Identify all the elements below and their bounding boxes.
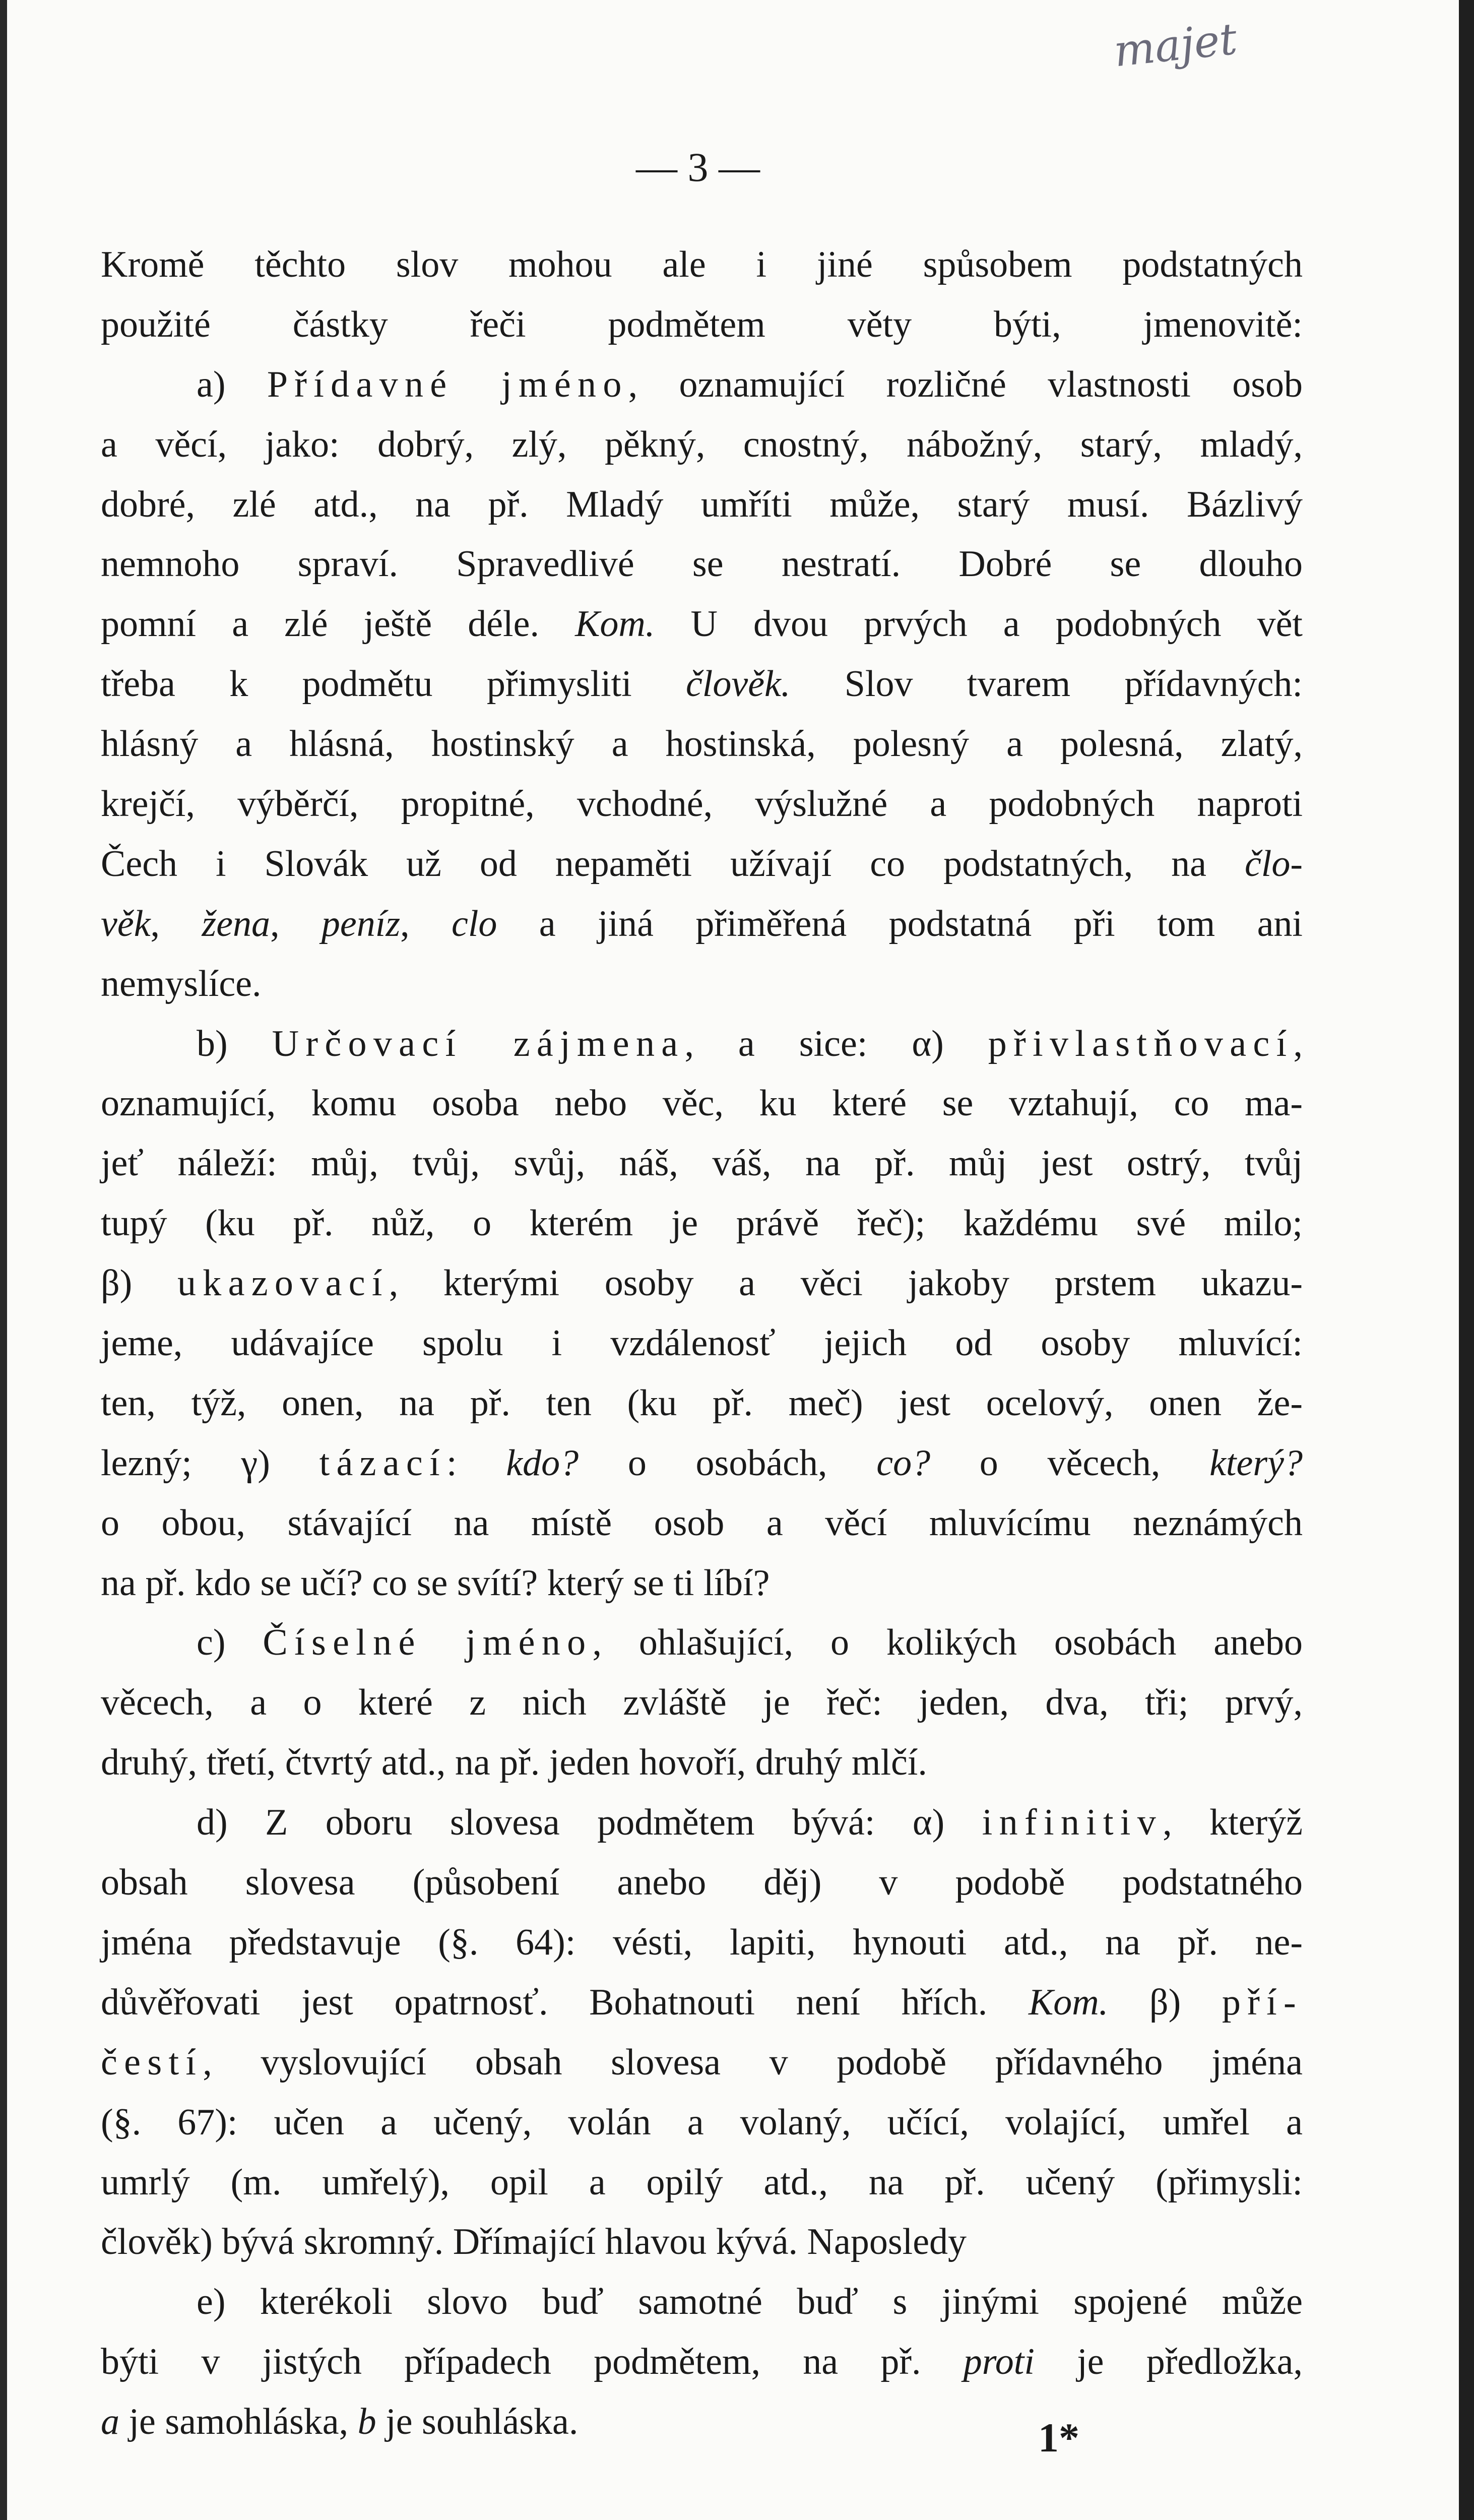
italic-text: věk <box>101 903 151 944</box>
text-run: e) kterékoli slovo buď samotné buď s jinými spojené může <box>197 2281 1303 2323</box>
page-number: — 3 — <box>636 144 760 190</box>
signature-mark: 1* <box>1038 2415 1079 2461</box>
text-run: býti v jistých případech podmětem, na př. <box>101 2341 964 2383</box>
text-line <box>101 2272 1303 2332</box>
text-run: b) <box>197 1023 272 1064</box>
text-line <box>101 235 1303 295</box>
text-run: tupý (ku př. nůž, o kterém je právě řeč); každému své milo; <box>101 1203 1303 1244</box>
text-line <box>101 1733 1303 1793</box>
text-line <box>101 415 1303 475</box>
italic-text: člověk. <box>685 663 791 705</box>
text-line <box>101 1253 1303 1313</box>
text-line <box>101 1973 1303 2033</box>
text-run: pomní a zlé ještě déle. <box>101 603 575 645</box>
text-run: Čech i Slovák už od nepaměti užívají co podstatných, na <box>101 843 1245 885</box>
text-line <box>101 1853 1303 1913</box>
handwritten-margin-note: majet <box>1111 14 1240 77</box>
text-run: β) <box>1108 1981 1222 2023</box>
text-line <box>101 1793 1303 1853</box>
spaced-term: ukazovací <box>177 1263 389 1304</box>
text-line <box>101 2212 1303 2272</box>
text-run: třeba k podmětu přimysliti <box>101 663 686 705</box>
text-run: (§. 67): učen a učený, volán a volaný, učící, volající, umřel a <box>101 2101 1303 2143</box>
text-line <box>101 1193 1303 1253</box>
text-run: o osobách, <box>579 1442 877 1484</box>
text-run: je samohláska, <box>119 2401 358 2443</box>
text-run: jeme, udávajíce spolu i vzdálenosť jejich od osoby mluvící: <box>101 1322 1303 1364</box>
text-line <box>101 1613 1303 1673</box>
text-run: dobré, zlé atd., na př. Mladý umříti může, starý musí. Bázlivý <box>101 483 1303 525</box>
text-run: je souhláska. <box>376 2401 579 2443</box>
text-line <box>101 534 1303 594</box>
text-run: nemnoho spraví. Spravedlivé se nestratí. Dobré se dlouho <box>101 543 1303 585</box>
text-line <box>101 1133 1303 1193</box>
text-run: : <box>446 1442 506 1484</box>
spaced-term: tázací <box>319 1442 446 1484</box>
italic-text: b <box>357 2401 376 2443</box>
spaced-term: přivlastňovací <box>988 1023 1294 1064</box>
text-line <box>101 2392 1303 2452</box>
text-line <box>101 654 1303 714</box>
text-line <box>101 1373 1303 1433</box>
italic-text: proti <box>963 2341 1035 2383</box>
text-run: ten, týž, onen, na př. ten (ku př. meč) jest ocelový, onen že- <box>101 1382 1303 1424</box>
text-run: nemyslíce. <box>101 963 262 1004</box>
text-run: a) <box>197 363 267 405</box>
italic-text: peníz <box>321 903 401 944</box>
text-run: jeť náleží: můj, tvůj, svůj, náš, váš, na př. můj jest ostrý, tvůj <box>101 1143 1303 1184</box>
text-run: umrlý (m. umřelý), opil a opilý atd., na př. učený (přimysli: <box>101 2161 1303 2203</box>
text-run: , <box>150 903 202 944</box>
spaced-term: infinitiv <box>982 1802 1163 1844</box>
text-run: U dvou prvých a podobných vět <box>655 603 1303 645</box>
text-run: obsah slovesa (působení anebo děj) v podobě podstatného <box>101 1862 1303 1904</box>
text-run: β) <box>101 1263 177 1304</box>
text-run: , kterými osoby a věci jakoby prstem ukazu- <box>389 1263 1303 1304</box>
text-run: , oznamující rozličné vlastnosti osob <box>628 363 1303 405</box>
text-line <box>101 1433 1303 1493</box>
text-run: , <box>1293 1023 1303 1064</box>
text-run: hlásný a hlásná, hostinský a hostinská, polesný a polesná, zlatý, <box>101 723 1303 765</box>
spaced-term: Přídavné jméno <box>267 363 628 405</box>
italic-text: co? <box>876 1442 931 1484</box>
text-run: druhý, třetí, čtvrtý atd., na př. jeden hovoří, druhý mlčí. <box>101 1742 927 1784</box>
text-run: krejčí, výběrčí, propitné, vchodné, výslužné a podobných naproti <box>101 783 1303 825</box>
text-run: na př. kdo se učí? co se svítí? který se ti líbí? <box>101 1562 770 1604</box>
text-line <box>101 1553 1303 1613</box>
text-run: d) Z oboru slovesa podmětem bývá: α) <box>197 1802 982 1844</box>
italic-text: kdo? <box>506 1442 579 1484</box>
italic-text: člo- <box>1244 843 1303 885</box>
text-run: , kterýž <box>1163 1802 1303 1844</box>
text-run: , <box>270 903 322 944</box>
page-edge-right <box>1459 0 1474 2520</box>
text-line <box>101 2153 1303 2213</box>
text-line <box>101 834 1303 894</box>
text-run: , vyslovující obsah slovesa v podobě přídavného jména <box>203 2041 1303 2083</box>
spaced-term: pří- <box>1222 1981 1303 2023</box>
text-run: Slov tvarem přídavných: <box>790 663 1303 705</box>
text-run: c) <box>197 1622 263 1664</box>
text-line <box>101 1913 1303 1973</box>
text-line <box>101 714 1303 774</box>
italic-text: clo <box>451 903 497 944</box>
text-line <box>101 1493 1303 1553</box>
text-run: o věcech, <box>930 1442 1210 1484</box>
text-run: lezný; γ) <box>101 1442 319 1484</box>
text-run: použité částky řeči podmětem věty býti, jmenovitě: <box>101 303 1303 345</box>
text-line <box>101 954 1303 1014</box>
text-line <box>101 774 1303 834</box>
text-run: Kromě těchto slov mohou ale i jiné spůsobem podstatných <box>101 244 1303 285</box>
text-run: oznamující, komu osoba nebo věc, ku které se vztahují, co ma- <box>101 1083 1303 1124</box>
body-text <box>101 235 1303 2452</box>
page-edge-left <box>0 0 7 2520</box>
text-line <box>101 2033 1303 2093</box>
italic-text: a <box>101 2401 119 2443</box>
text-run: důvěřovati jest opatrnosť. Bohatnouti není hřích. <box>101 1981 1029 2023</box>
text-line <box>101 1313 1303 1373</box>
text-line <box>101 894 1303 954</box>
text-line <box>101 295 1303 355</box>
text-line <box>101 1673 1303 1733</box>
italic-text: Kom. <box>575 603 655 645</box>
italic-text: který? <box>1209 1442 1303 1484</box>
text-run: , a sice: α) <box>684 1023 988 1064</box>
text-run: o obou, stávající na místě osob a věcí mluvícímu neznámých <box>101 1502 1303 1544</box>
text-line <box>101 2332 1303 2392</box>
text-line <box>101 594 1303 654</box>
text-run: věcech, a o které z nich zvláště je řeč: jeden, dva, tři; prvý, <box>101 1682 1303 1724</box>
text-run: , <box>400 903 452 944</box>
spaced-term: čestí <box>101 2041 203 2083</box>
spaced-term: Určovací zájmena <box>272 1023 685 1064</box>
text-line <box>101 475 1303 535</box>
italic-text: žena <box>202 903 271 944</box>
text-line <box>101 1074 1303 1133</box>
text-line <box>101 2093 1303 2153</box>
text-run: a věcí, jako: dobrý, zlý, pěkný, cnostný, nábožný, starý, mladý, <box>101 423 1303 465</box>
text-run: člověk) bývá skromný. Dřímající hlavou kývá. Naposledy <box>101 2221 967 2263</box>
text-run: jména představuje (§. 64): vésti, lapiti, hynouti atd., na př. ne- <box>101 1921 1303 1963</box>
spaced-term: Číselné jméno <box>263 1622 593 1664</box>
text-line <box>101 355 1303 415</box>
text-run: je předložka, <box>1034 2341 1303 2383</box>
text-run: a jiná přiměřená podstatná při tom ani <box>497 903 1303 944</box>
text-line <box>101 1014 1303 1074</box>
text-run: , ohlašující, o kolikých osobách anebo <box>592 1622 1303 1664</box>
italic-text: Kom. <box>1028 1981 1109 2023</box>
